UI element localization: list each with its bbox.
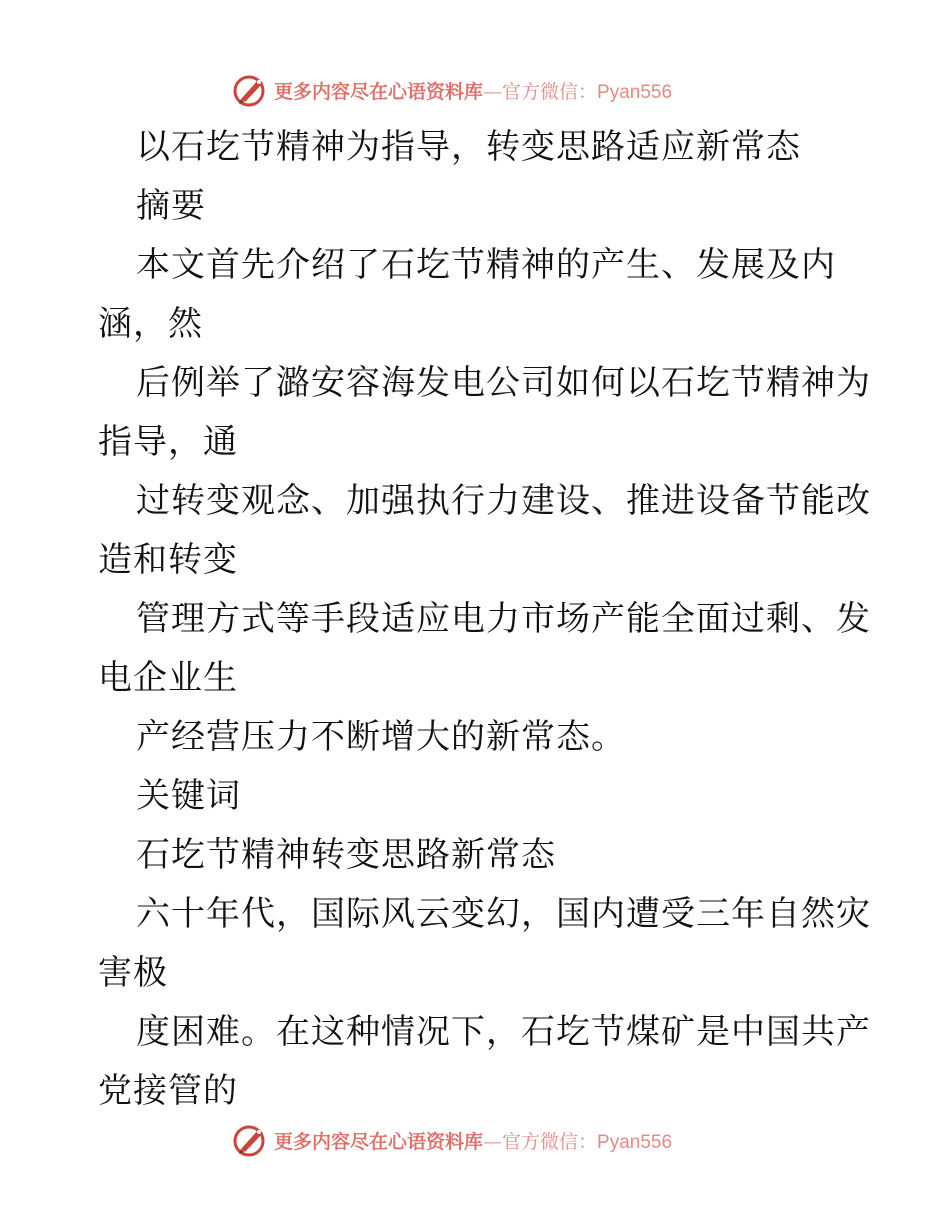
- text-line: 过转变观念、加强执行力建设、推进设备节能改: [136, 481, 871, 521]
- text-line: 产经营压力不断增大的新常态。: [136, 717, 626, 757]
- text-line: 本文首先介绍了石圪节精神的产生、发展及内: [136, 245, 836, 285]
- banner-text: [274, 1127, 672, 1154]
- text-line: 指导，通: [98, 422, 238, 462]
- body-text: [98, 118, 871, 1121]
- pen-logo-icon: [232, 1122, 268, 1158]
- banner-wechat-id: Pyan556: [597, 1131, 673, 1153]
- text-line: 后例举了潞安容海发电公司如何以石圪节精神为: [136, 363, 871, 403]
- banner-separator: —: [483, 80, 503, 103]
- text-line: 涵，然: [98, 304, 203, 344]
- text-line: 党接管的: [98, 1071, 238, 1111]
- banner-wechat-label: 官方微信：: [502, 80, 598, 103]
- document-title: 以石圪节精神为指导，转变思路适应新常态: [136, 127, 801, 167]
- banner-text: [274, 77, 672, 104]
- banner-wechat-label: 官方微信：: [502, 1130, 598, 1153]
- banner-site-text: 更多内容尽在心语资料库: [274, 1130, 484, 1153]
- abstract-heading: 摘要: [136, 186, 206, 226]
- text-line: 六十年代，国际风云变幻，国内遭受三年自然灾: [136, 894, 871, 934]
- banner-separator: —: [483, 1130, 503, 1153]
- text-line: 管理方式等手段适应电力市场产能全面过剩、发: [136, 599, 871, 639]
- text-line: 度困难。在这种情况下，石圪节煤矿是中国共产: [136, 1012, 871, 1052]
- pen-logo-icon: [232, 72, 268, 108]
- text-line: 电企业生: [98, 658, 238, 698]
- text-line: 造和转变: [98, 540, 238, 580]
- footer-banner: [232, 1122, 732, 1158]
- keywords-heading: 关键词: [136, 776, 241, 816]
- header-banner: [232, 72, 732, 108]
- banner-site-text: 更多内容尽在心语资料库: [274, 80, 484, 103]
- text-line: 害极: [98, 953, 168, 993]
- banner-wechat-id: Pyan556: [597, 81, 673, 103]
- keywords-text: 石圪节精神转变思路新常态: [136, 835, 556, 875]
